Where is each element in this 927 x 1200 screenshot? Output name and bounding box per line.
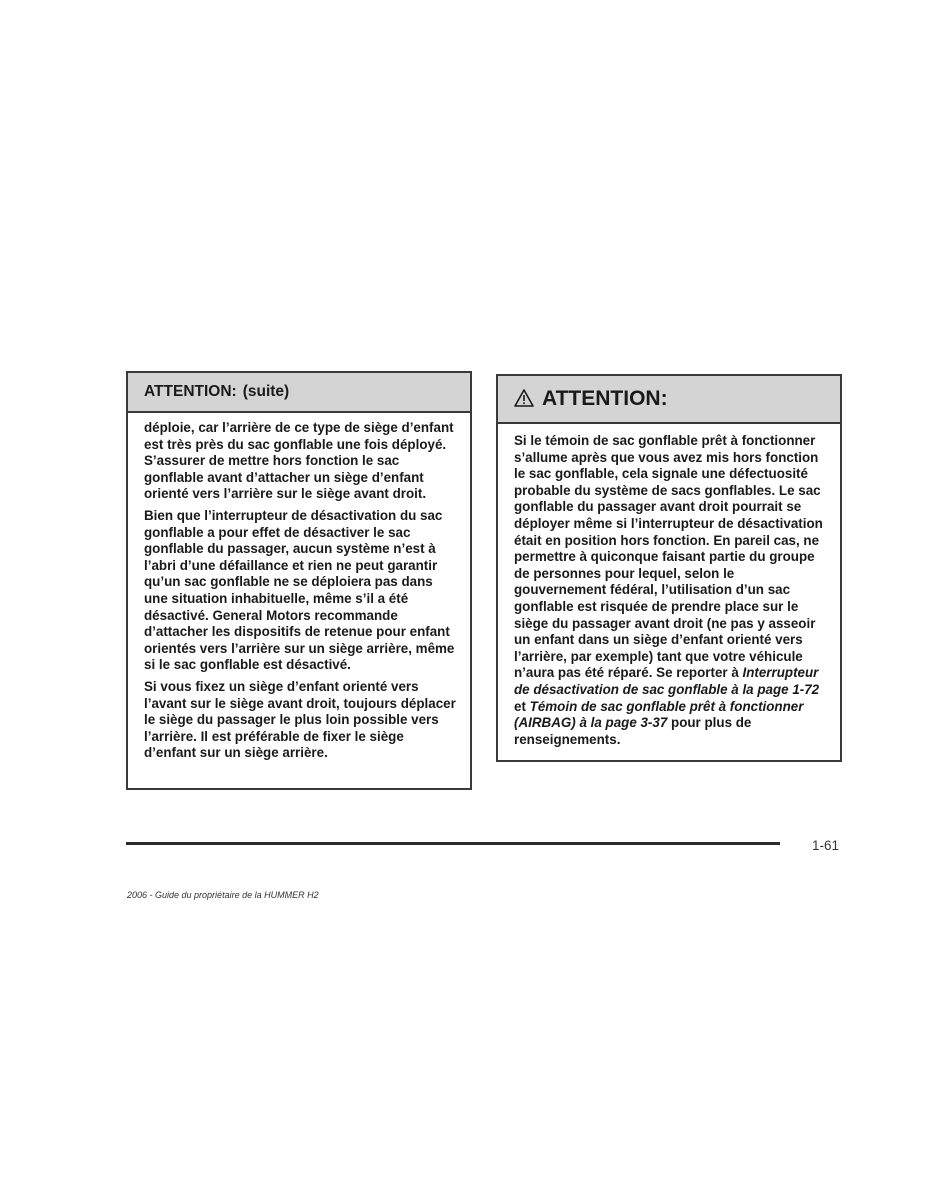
paragraph: [514, 433, 828, 748]
page-number: 1-61: [812, 838, 840, 853]
joiner-text: et: [514, 698, 530, 714]
attention-body: [128, 413, 470, 762]
attention-title: ATTENTION:: [144, 383, 237, 400]
attention-header: [128, 373, 470, 413]
cross-reference-link[interactable]: Témoin de sac gonflable prêt à fonctionner (AIRBAG) à la page 3-37: [514, 698, 804, 731]
attention-subtitle: (suite): [242, 383, 290, 400]
attention-box-continued: [126, 371, 472, 790]
paragraph: Bien que l’interrupteur de désactivation du sac gonflable a pour effet de désactiver le sac gonflable du passager, aucun système n’est à l’abri d’une défaillance et rien ne peut garantir qu’un sac gonflable ne se déploiera pas dans une situation inhabituelle, même s’il a été désactivé. General Motors recommande d’attacher les dispositifs de retenue pour enfant orientés vers l’arrière sur un siège arrière, même si le sac gonflable est désactivé.: [144, 507, 455, 673]
paragraph: déploie, car l’arrière de ce type de siège d’enfant est très près du sac gonflable une fois déployé. S’assurer de mettre hors fonction le sac gonflable avant d’attacher un siège d’enfant orienté vers l’arrière sur le siège avant droit.: [144, 420, 454, 502]
paragraph: Si vous fixez un siège d’enfant orienté vers l’avant sur le siège avant droit, toujours déplacer le siège du passager le plus loin possible vers l’arrière. Il est préférable de fixer le siège d’enfant sur un siège arrière.: [144, 678, 456, 761]
paragraph-text: Si le témoin de sac gonflable prêt à fonctionner s’allume après que vous avez mis hors fonction le sac gonflable, cela signale une défectuosité probable du système de sacs gonflables. Le sac gonflable du passager avant droit pourrait se déployer même si l’interrupteur de désactivation était en position hors fonction. En pareil cas, ne permettre à quiconque faisant partie du groupe de personnes pour lequel, selon le gouvernement fédéral, l’utilisation d’un sac gonflable est risquée de prendre place sur le siège du passager avant droit (ne pas y asseoir un enfant dans un siège d’enfant orienté vers l’arrière, par exemple) tant que votre véhicule n’aura pas été réparé. Se reporter à: [514, 433, 823, 681]
cross-reference-link[interactable]: Interrupteur de désactivation de sac gonflable à la page 1-72: [514, 665, 820, 697]
attention-body: [498, 424, 840, 748]
footer-rule: [126, 842, 780, 845]
attention-title: ATTENTION:: [542, 387, 668, 410]
footer-text: 2006 - Guide du propriétaire de la HUMMER H2: [127, 890, 319, 900]
attention-header: [498, 376, 840, 424]
attention-box: [496, 374, 842, 762]
warning-triangle-icon: [514, 388, 534, 408]
paragraph-text: pour plus de renseignements.: [514, 715, 752, 747]
